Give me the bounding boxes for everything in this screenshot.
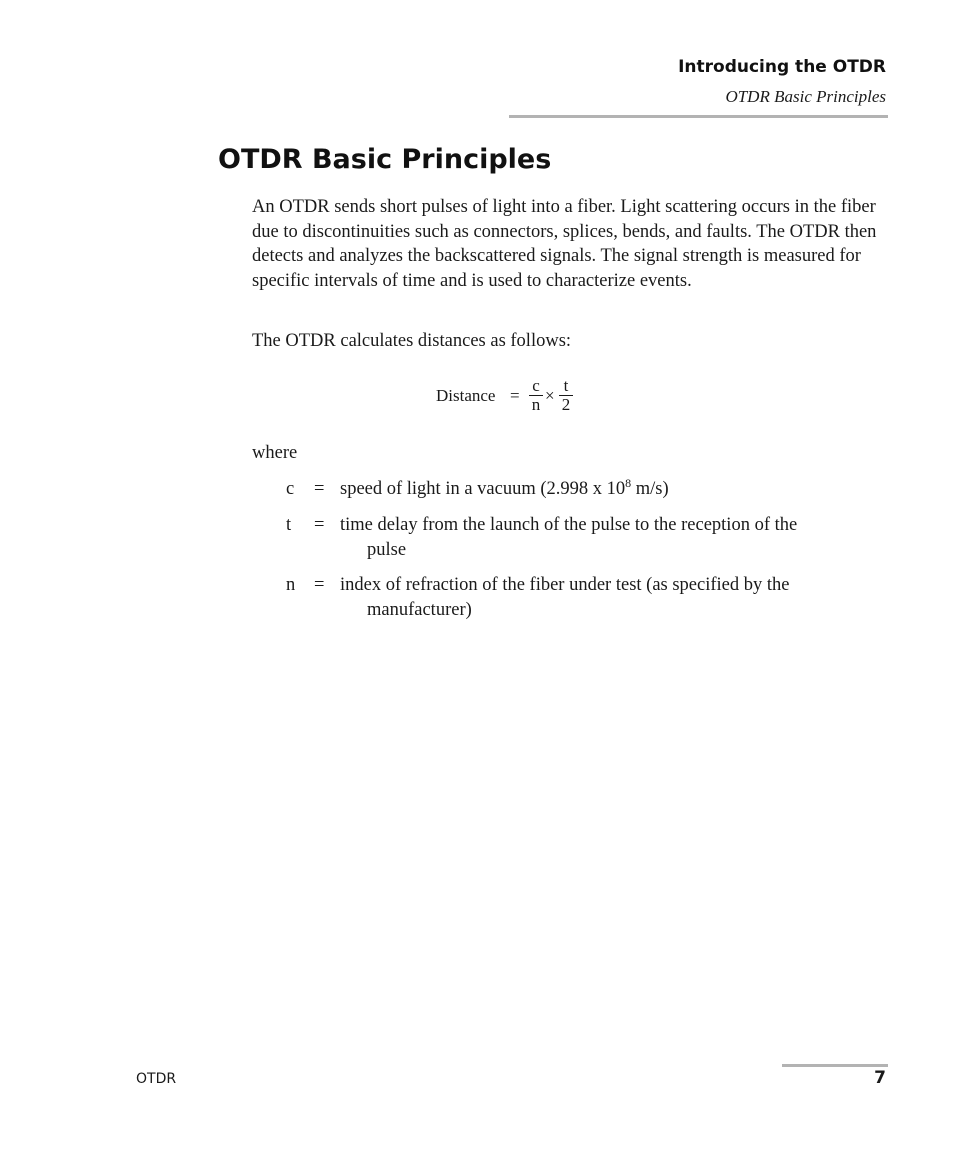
header-rule [509,115,888,118]
definition-t [286,513,886,562]
fraction-numerator: t [559,377,573,396]
footer-rule [782,1064,888,1067]
definition-equals: = [314,575,325,595]
page-title: OTDR Basic Principles [218,144,552,175]
definition-symbol: c [286,479,295,499]
calculation-intro: The OTDR calculates distances as follows: [252,331,572,351]
fraction-numerator: c [529,377,543,396]
fraction-denominator: 2 [561,395,571,414]
formula-times: × [545,386,555,405]
definition-text: index of refraction of the fiber under test (as specified by the manufacturer) [340,575,790,620]
definition-symbol: t [286,515,292,535]
fraction-c-over-n [529,377,543,414]
intro-paragraph: An OTDR sends short pulses of light into a fiber. Light scattering occurs in the fiber due to discontinuities such as connectors, splices, bends, and faults. The OTDR then detects and analyzes the backscattered signals. The signal strength is measured for specific intervals of time and is used to characterize events. [252,197,877,291]
formula-label: Distance [436,386,496,405]
page-number: 7 [874,1068,886,1088]
formula-equals: = [510,386,520,405]
definition-c [286,477,886,502]
definition-equals: = [314,479,325,499]
definition-text: speed of light in a vacuum (2.998 x $10^8$ m/s) [340,476,669,499]
definition-text: time delay from the launch of the pulse to the reception of the pulse [340,515,798,560]
definition-equals: = [314,515,325,535]
definition-symbol: n [286,575,296,595]
fraction-denominator: n [531,395,541,414]
running-header-chapter: Introducing the OTDR [678,57,886,77]
definition-n [286,573,886,622]
exponent: 8 [625,476,632,490]
where-label: where [252,443,298,463]
running-header-section: OTDR Basic Principles [725,87,886,106]
fraction-t-over-2 [559,377,573,414]
footer-product: OTDR [136,1071,177,1087]
